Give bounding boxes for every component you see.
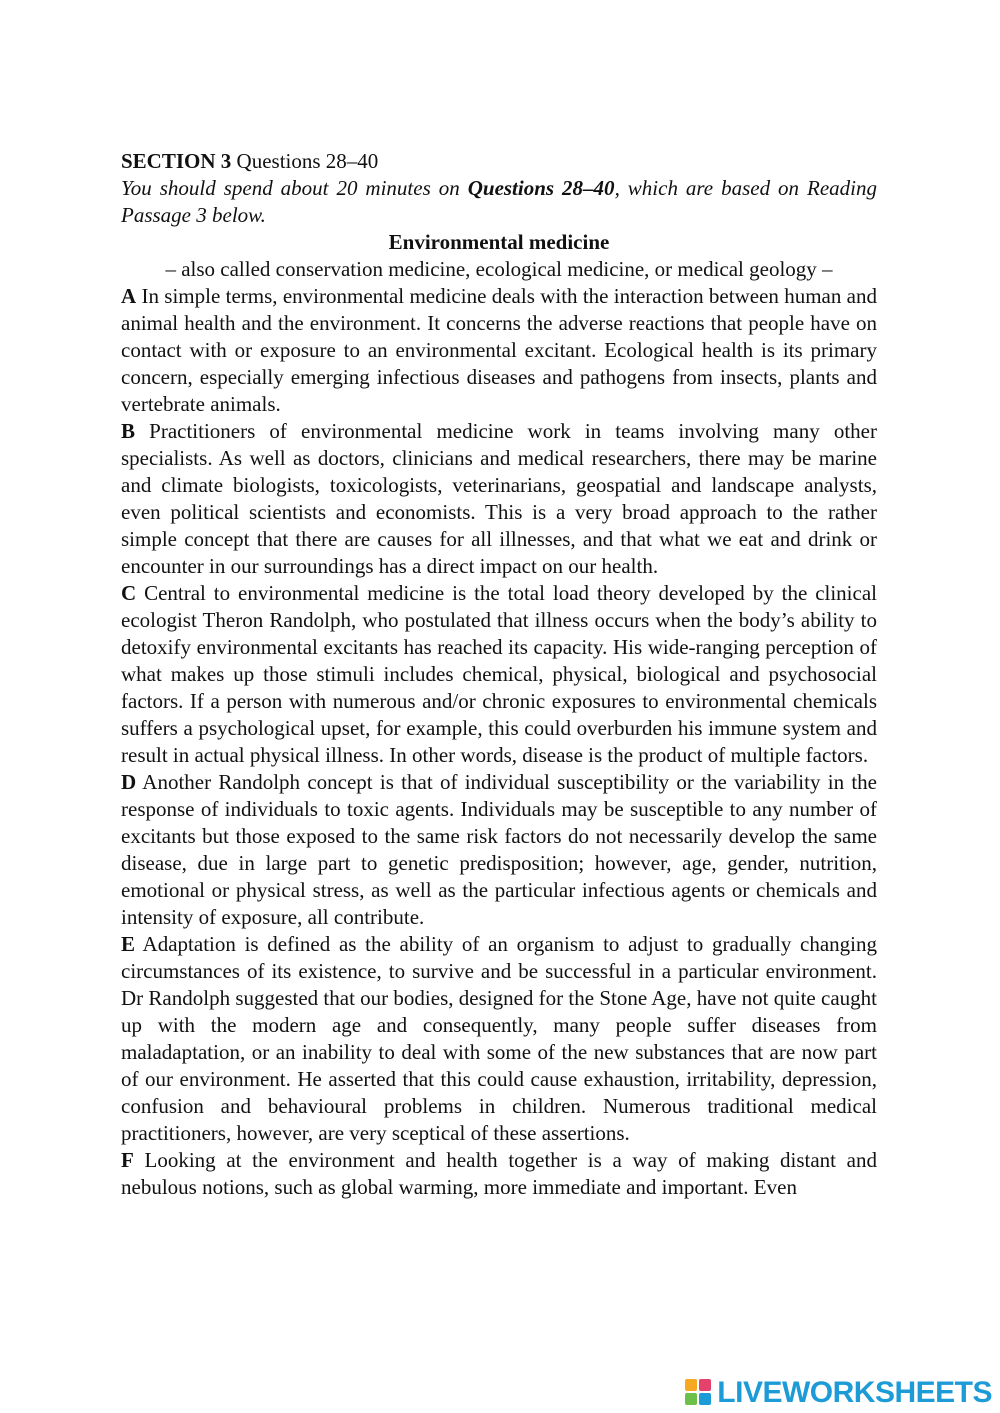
paragraph-text: Central to environmental medicine is the total load theory developed by the clinical ecologist Theron Randolph, who postulated that illness occurs when the body’s ability to detoxify environmental excitants has reached its capacity. His wide-ranging perception of what makes up those stimuli includes chemical, physical, biological and psychosocial factors. If a person with numerous and/or chronic exposures to environmental chemicals suffers a psychological upset, for example, this could overburden his immune system and result in actual physical illness. In other words, disease is the product of multiple factors. [121,581,877,767]
paragraph-text: Looking at the environment and health together is a way of making distant and nebulous notions, such as global warming, more immediate and important. Even [121,1148,877,1199]
worksheet-page [121,148,877,1201]
instructions-before: You should spend about 20 minutes on [121,176,468,200]
paragraph-text: Another Randolph concept is that of individual susceptibility or the variability in the response of individuals to toxic agents. Individuals may be susceptible to any number of excitants but those exposed to the same risk factors do not necessarily develop the same disease, due in large part to genetic predisposition; however, age, gender, nutrition, emotional or physical stress, as well as the particular infectious agents or chemicals and intensity of exposure, all contribute. [121,770,877,929]
paragraph-c [121,580,877,769]
liveworksheets-logo-icon [685,1379,715,1407]
paragraph-d [121,769,877,931]
passage-title: Environmental medicine [388,230,610,254]
liveworksheets-logo[interactable] [685,1377,992,1409]
paragraph-b [121,418,877,580]
paragraph-a [121,283,877,418]
paragraph-letter: A [121,284,137,308]
paragraph-letter: B [121,419,136,443]
paragraph-letter: F [121,1148,134,1172]
section-heading [121,148,877,175]
liveworksheets-logo-text: LIVEWORKSHEETS [717,1376,992,1409]
instructions-bold: Questions 28–40 [467,176,615,200]
paragraph-text: Practitioners of environmental medicine work in teams involving many other specialists. As well as doctors, clinicians and medical researchers, there may be marine and climate biologists, toxicologists, veterinarians, geospatial and landscape analysts, even political scientists and economists. This is a very broad approach to the rather simple concept that there are causes for all illnesses, and that what we eat and drink or encounter in our surroundings has a direct impact on our health. [121,419,877,578]
paragraph-f [121,1147,877,1201]
passage-subtitle: – also called conservation medicine, ecological medicine, or medical geology – [165,257,833,281]
paragraph-letter: D [121,770,137,794]
section-label: SECTION 3 [121,149,232,173]
instructions [121,175,877,229]
instructions-after: , which are based on Reading Passage 3 below. [121,176,878,227]
paragraph-letter: E [121,932,136,956]
section-questions: Questions 28–40 [236,149,379,173]
paragraph-text: In simple terms, environmental medicine deals with the interaction between human and animal health and the environment. It concerns the adverse reactions that people have on contact with or exposure to an environmental excitant. Ecological health is its primary concern, especially emerging infectious diseases and pathogens from insects, plants and vertebrate animals. [121,284,877,416]
paragraph-letter: C [121,581,137,605]
paragraph-text: Adaptation is defined as the ability of an organism to adjust to gradually changing circumstances of its existence, to survive and be successful in a particular environment. Dr Randolph suggested that our bodies, designed for the Stone Age, have not quite caught up with the modern age and consequently, many people suffer diseases from maladaptation, or an inability to deal with some of the new substances that are now part of our environment. He asserted that this could cause exhaustion, irritability, depression, confusion and behavioural problems in children. Numerous traditional medical practitioners, however, are very sceptical of these assertions. [121,932,877,1145]
paragraph-e [121,931,877,1147]
